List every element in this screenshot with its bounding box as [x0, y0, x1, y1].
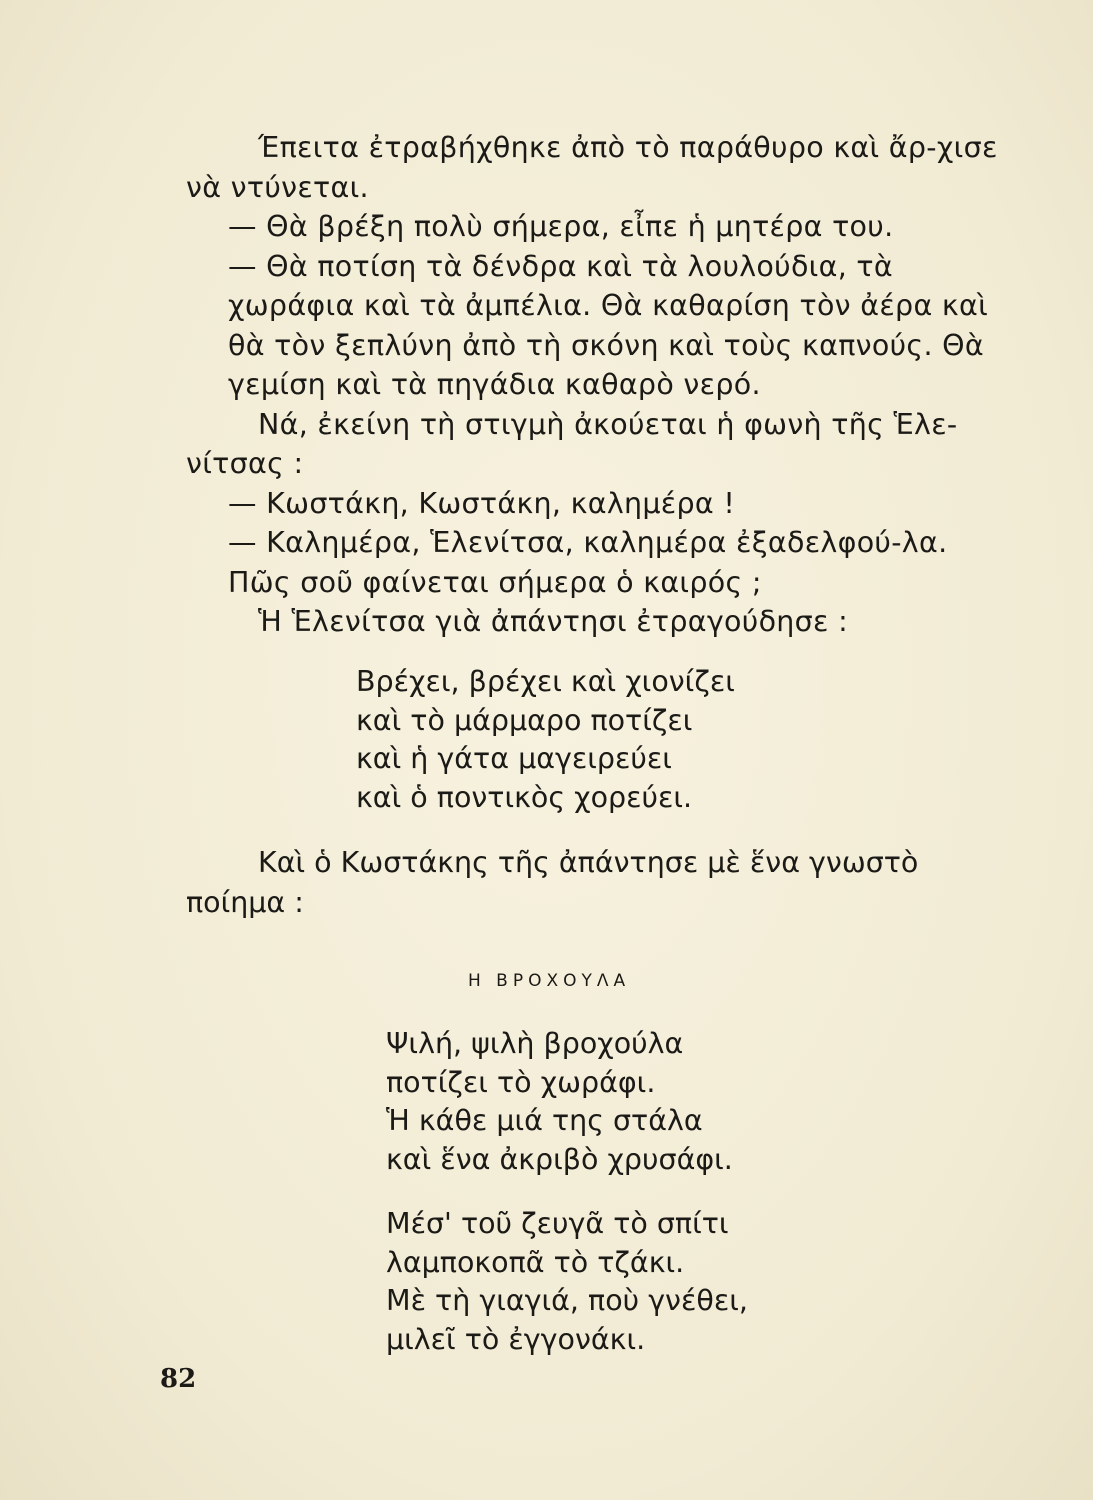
paragraph: Ἡ Ἑλενίτσα γιὰ ἀπάντησι ἐτραγούδησε : — [258, 605, 848, 638]
verse-line: Βρέχει, βρέχει καὶ χιονίζει — [356, 665, 735, 698]
prose-block — [186, 128, 1006, 642]
verse-line: ποτίζει τὸ χωράφι. — [386, 1065, 656, 1099]
verse-line: καὶ ἡ γάτα μαγειρεύει — [356, 742, 672, 775]
verse-line: μιλεῖ τὸ ἐγγονάκι. — [386, 1322, 646, 1356]
closing-paragraph-block — [186, 843, 1006, 922]
verse-line: καὶ ἕνα ἀκριβὸ χρυσάφι. — [386, 1142, 733, 1176]
song-stanza — [356, 663, 735, 817]
verse-line: καὶ τὸ μάρμαρο ποτίζει — [356, 703, 693, 737]
poem-stanza — [386, 1025, 733, 1179]
poem-stanza — [386, 1205, 748, 1359]
verse-line: Ἡ κάθε μιά της στάλα — [386, 1104, 703, 1137]
poem-title: Η ΒΡΟΧΟΥΛΑ — [468, 971, 631, 991]
page-number: 82 — [160, 1364, 197, 1394]
dialogue-line: — Καλημέρα, Ἑλενίτσα, καλημέρα ἐξαδελφού-λα. Πῶς σοῦ φαίνεται σήμερα ὁ καιρός ; — [228, 526, 948, 599]
verse-line: λαμποκοπᾶ τὸ τζάκι. — [386, 1245, 685, 1279]
paragraph: Νά, ἐκείνη τὴ στιγμὴ ἀκούεται ἡ φωνὴ τῆς Ἑλε-νίτσας : — [186, 407, 958, 480]
paragraph: Καὶ ὁ Κωστάκης τῆς ἀπάντησε μὲ ἕνα γνωστὸ ποίημα : — [186, 846, 919, 919]
verse-line: καὶ ὁ ποντικὸς χορεύει. — [356, 780, 693, 814]
dialogue-line: — Θὰ ποτίση τὰ δένδρα καὶ τὰ λουλούδια, τὰ χωράφια καὶ τὰ ἀμπέλια. Θὰ καθαρίση τὸν ἀέρα καὶ θὰ τὸν ξεπλύνη ἀπὸ τὴ σκόνη καὶ τοὺς καπνούς. Θὰ γεμίση καὶ τὰ πηγάδια καθαρὸ νερό. — [228, 249, 989, 401]
paragraph: Έπειτα ἐτραβήχθηκε ἀπὸ τὸ παράθυρο καὶ ἄρ-χισε νὰ ντύνεται. — [186, 131, 998, 204]
verse-line: Μὲ τὴ γιαγιά, ποὺ γνέθει, — [386, 1284, 748, 1317]
verse-line: Μέσ' τοῦ ζευγᾶ τὸ σπίτι — [386, 1207, 729, 1240]
dialogue-line: — Κωστάκη, Κωστάκη, καλημέρα ! — [228, 486, 736, 520]
dialogue-line: — Θὰ βρέξη πολὺ σήμερα, εἶπε ἡ μητέρα του. — [228, 210, 894, 243]
verse-line: Ψιλή, ψιλὴ βροχούλα — [386, 1027, 684, 1060]
